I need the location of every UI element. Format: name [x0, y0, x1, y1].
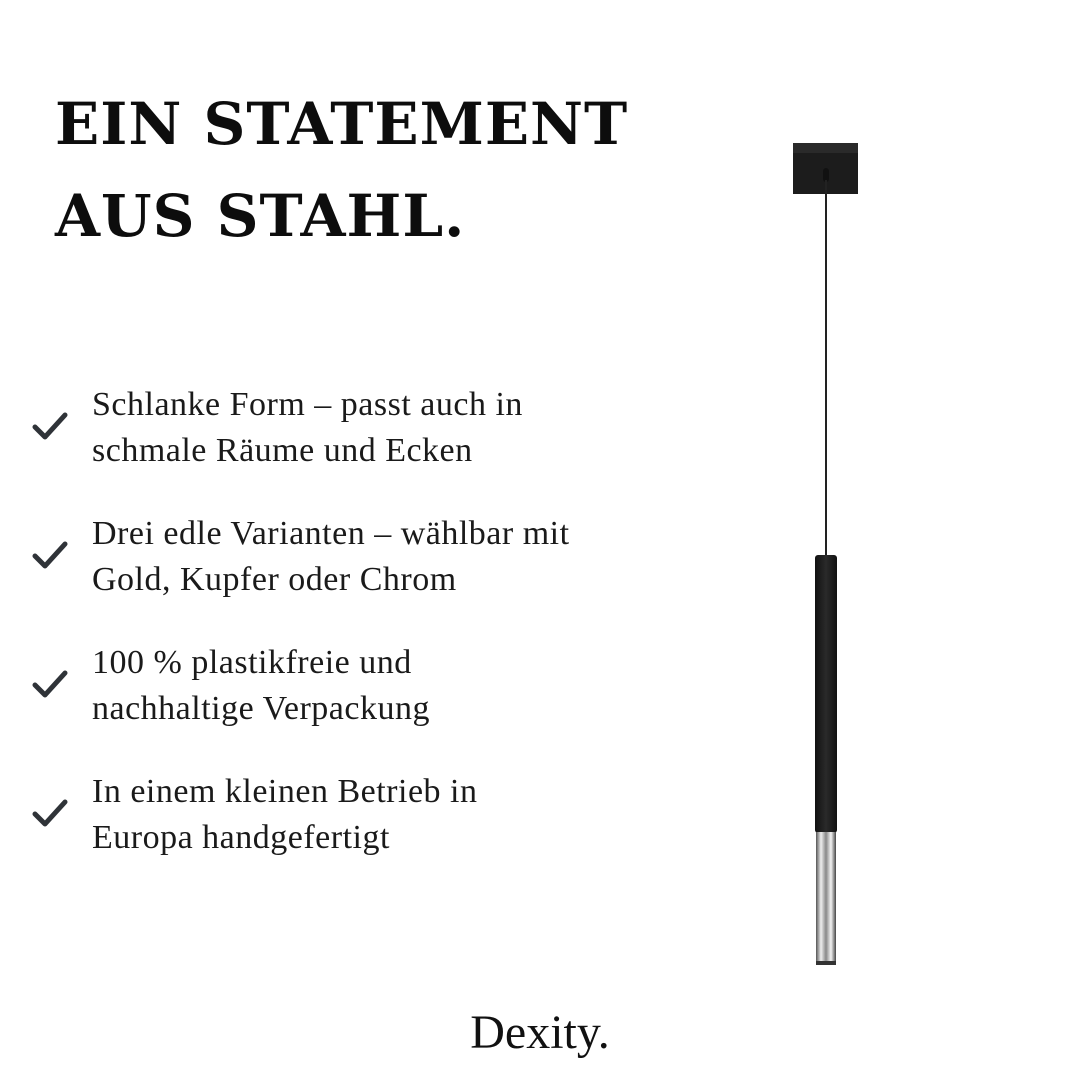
feature-text-line-2: schmale Räume und Ecken	[92, 432, 473, 469]
brand-logo: Dexity.	[470, 1006, 610, 1059]
black-tube	[815, 555, 837, 833]
check-icon	[30, 535, 70, 575]
headline	[55, 78, 628, 262]
headline-line-1: EIN STATEMENT	[55, 90, 629, 158]
pendant-lamp-image	[780, 130, 880, 980]
check-icon	[30, 793, 70, 833]
feature-text-line-2: nachhaltige Verpackung	[92, 690, 430, 727]
headline-line-2: AUS STAHL.	[55, 182, 466, 250]
feature-text-line-2: Europa handgefertigt	[92, 819, 390, 856]
feature-text-line-1: 100 % plastikfreie und	[92, 644, 412, 681]
check-icon	[30, 406, 70, 446]
check-icon	[30, 664, 70, 704]
feature-text-line-1: Schlanke Form – passt auch in	[92, 386, 523, 423]
chrome-tube	[816, 832, 836, 965]
feature-text-line-1: Drei edle Varianten – wählbar mit	[92, 515, 570, 552]
feature-text-line-1: In einem kleinen Betrieb in	[92, 773, 478, 810]
feature-text-line-2: Gold, Kupfer oder Chrom	[92, 561, 457, 598]
